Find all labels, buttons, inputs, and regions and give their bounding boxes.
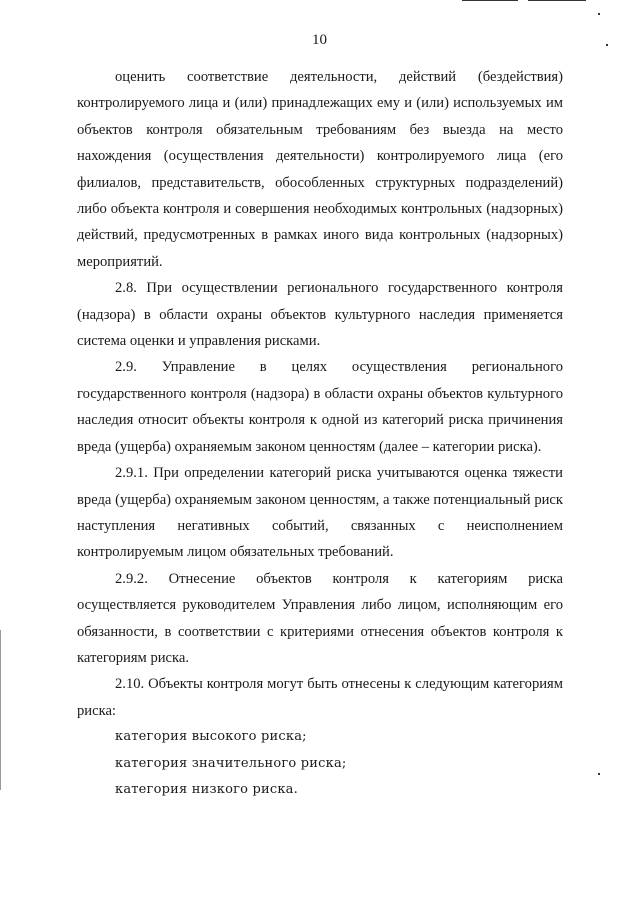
paragraph-intro-continuation: оценить соответствие деятельности, действий (бездействия) контролируемого лица и (или) принадлежащих ему и (или) используемых им объектов контроля обязательным требованиям без выезда на место нахождения (осуществления деятельности) контролируемого лица (его филиалов, представительств, обособленных структурных подразделений) либо объекта контроля и совершения необходимых контрольных (надзорных) действий, предусмотренных в рамках иного вида контрольных (надзорных) мероприятий. xyxy=(77,69,563,270)
scan-artifact-line xyxy=(462,0,518,1)
scan-artifact-dot xyxy=(598,13,600,15)
paragraph-2-9-2: 2.9.2. Отнесение объектов контроля к категориям риска осуществляется руководителем Управления либо лицом, исполняющим его обязанности, в соответствии с критериями отнесения объектов контроля к категориям риска. xyxy=(77,570,563,666)
paragraph-2-10: 2.10. Объекты контроля могут быть отнесены к следующим категориям риска: xyxy=(77,676,563,719)
paragraph-2-9-1: 2.9.1. При определении категорий риска учитываются оценка тяжести вреда (ущерба) охраняемым законом ценностям, а также потенциальный риск наступления негативных событий, связанных с неисполнением контролируемым лицом обязательных требований. xyxy=(77,465,563,561)
scan-artifact-dot xyxy=(598,773,600,775)
scan-artifact-line xyxy=(0,630,1,790)
risk-category-low: категория низкого риска. xyxy=(115,781,298,797)
document-body xyxy=(77,64,563,803)
risk-category-high: категория высокого риска; xyxy=(115,729,307,745)
risk-category-significant: категория значительного риска; xyxy=(115,755,347,771)
paragraph-2-9: 2.9. Управление в целях осуществления регионального государственного контроля (надзора) в области охраны объектов культурного наследия относит объекты контроля к одной из категорий риска причинения вреда (ущерба) охраняемым законом ценностям (далее – категории риска). xyxy=(77,359,563,455)
page-number: 10 xyxy=(312,32,327,48)
scan-artifact-line xyxy=(528,0,586,1)
paragraph-2-8: 2.8. При осуществлении регионального государственного контроля (надзора) в области охраны объектов культурного наследия применяется система оценки и управления рисками. xyxy=(77,280,563,350)
